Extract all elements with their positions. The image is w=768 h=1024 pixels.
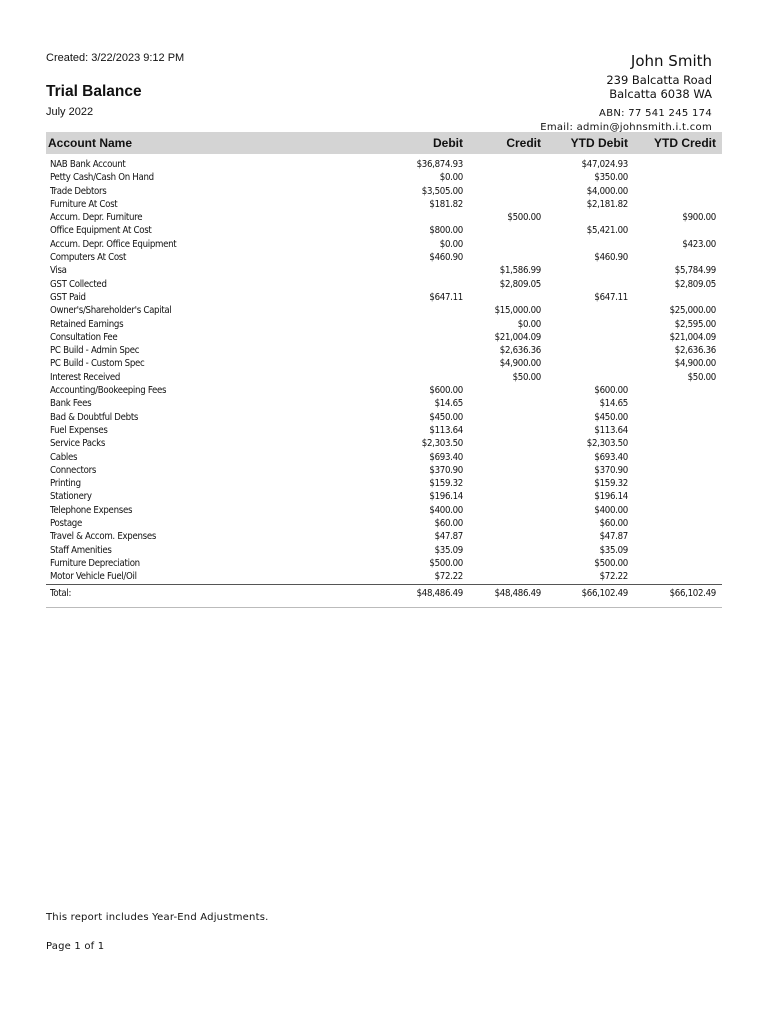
cell-debit	[366, 264, 469, 277]
cell-debit	[366, 357, 469, 370]
company-address-line2: Balcatta 6038 WA	[609, 87, 712, 101]
cell-account-name: Telephone Expenses	[50, 504, 133, 516]
table-row	[46, 371, 722, 384]
cell-ytd-debit: $4,000.00	[586, 185, 628, 197]
cell-credit: $1,586.99	[499, 265, 541, 277]
cell-credit	[469, 451, 547, 464]
cell-account-name: Fuel Expenses	[50, 424, 108, 436]
cell-ytd-credit	[634, 504, 722, 517]
table-row	[46, 291, 722, 304]
cell-debit	[366, 371, 469, 384]
table-row	[46, 318, 722, 331]
cell-account-name: Connectors	[50, 464, 97, 476]
cell-ytd-debit: $14.65	[599, 398, 628, 410]
cell-ytd-credit	[634, 158, 722, 171]
cell-account-name: Furniture Depreciation	[50, 557, 140, 569]
cell-ytd-debit: $159.32	[594, 478, 628, 490]
cell-ytd-credit	[634, 384, 722, 397]
company-email: Email: admin@johnsmith.i.t.com	[540, 122, 712, 133]
cell-ytd-debit	[547, 331, 634, 344]
total-ytd-debit: $66,102.49	[547, 584, 634, 607]
cell-credit	[469, 224, 547, 237]
cell-ytd-credit: $423.00	[682, 238, 716, 250]
table-row	[46, 238, 722, 251]
page-number: Page 1 of 1	[46, 941, 105, 952]
cell-debit	[366, 278, 469, 291]
cell-ytd-debit: $500.00	[594, 557, 628, 569]
cell-account-name: Cables	[50, 451, 78, 463]
table-row	[46, 397, 722, 410]
cell-account-name: Consultation Fee	[50, 331, 118, 343]
cell-ytd-debit	[547, 371, 634, 384]
cell-debit: $196.14	[429, 491, 463, 503]
table-row	[46, 570, 722, 584]
cell-account-name: GST Paid	[50, 291, 86, 303]
cell-ytd-debit	[547, 264, 634, 277]
cell-ytd-debit	[547, 211, 634, 224]
cell-account-name: Office Equipment At Cost	[50, 225, 152, 237]
cell-ytd-credit	[634, 490, 722, 503]
report-title: Trial Balance	[46, 83, 142, 100]
cell-ytd-credit: $2,595.00	[674, 318, 716, 330]
total-ytd-credit: $66,102.49	[634, 584, 722, 607]
total-row	[46, 584, 722, 607]
cell-account-name: Petty Cash/Cash On Hand	[50, 172, 154, 184]
cell-ytd-debit: $196.14	[594, 491, 628, 503]
cell-account-name: Travel & Accom. Expenses	[50, 531, 157, 543]
cell-ytd-debit: $72.22	[599, 571, 628, 583]
cell-debit	[366, 318, 469, 331]
cell-ytd-credit: $2,636.36	[674, 345, 716, 357]
cell-ytd-credit	[634, 411, 722, 424]
cell-ytd-debit: $647.11	[594, 291, 628, 303]
cell-debit	[366, 211, 469, 224]
table-row	[46, 504, 722, 517]
cell-account-name: Accounting/Bookeeping Fees	[50, 385, 167, 397]
cell-credit: $21,004.09	[494, 331, 541, 343]
cell-account-name: Bad & Doubtful Debts	[50, 411, 139, 423]
table-row	[46, 477, 722, 490]
trial-balance-table	[46, 132, 722, 608]
table-row	[46, 557, 722, 570]
column-header-ytd-debit: YTD Debit	[570, 136, 628, 150]
cell-ytd-debit: $460.90	[594, 252, 628, 264]
cell-account-name: Interest Received	[50, 371, 121, 383]
cell-account-name: Staff Amenities	[50, 544, 112, 556]
table-header-row	[46, 132, 722, 154]
cell-ytd-credit: $900.00	[682, 212, 716, 224]
cell-account-name: Service Packs	[50, 438, 106, 450]
cell-ytd-debit	[547, 278, 634, 291]
cell-credit	[469, 530, 547, 543]
cell-credit	[469, 517, 547, 530]
cell-ytd-debit: $35.09	[599, 544, 628, 556]
cell-account-name: Postage	[50, 518, 83, 530]
company-abn: ABN: 77 541 245 174	[599, 108, 712, 119]
total-credit: $48,486.49	[469, 584, 547, 607]
cell-credit: $4,900.00	[499, 358, 541, 370]
table-row	[46, 424, 722, 437]
table-row	[46, 198, 722, 211]
table-row	[46, 530, 722, 543]
cell-ytd-credit: $2,809.05	[674, 278, 716, 290]
cell-account-name: Accum. Depr. Furniture	[50, 212, 143, 224]
cell-credit	[469, 291, 547, 304]
table-row	[46, 464, 722, 477]
cell-ytd-credit	[634, 171, 722, 184]
cell-debit: $181.82	[429, 198, 463, 210]
table-row	[46, 344, 722, 357]
created-timestamp: Created: 3/22/2023 9:12 PM	[46, 52, 185, 64]
cell-ytd-credit	[634, 451, 722, 464]
cell-ytd-credit: $5,784.99	[674, 265, 716, 277]
column-header-credit: Credit	[506, 136, 541, 150]
cell-credit	[469, 185, 547, 198]
cell-ytd-debit: $113.64	[594, 424, 628, 436]
cell-account-name: Printing	[50, 478, 81, 490]
company-address-line1: 239 Balcatta Road	[606, 73, 712, 87]
cell-debit: $159.32	[429, 478, 463, 490]
table-row	[46, 384, 722, 397]
cell-account-name: Retained Earnings	[50, 318, 124, 330]
cell-account-name: PC Build - Custom Spec	[50, 358, 145, 370]
table-row	[46, 224, 722, 237]
report-footnote: This report includes Year-End Adjustments.	[46, 912, 269, 923]
cell-credit: $0.00	[517, 318, 541, 330]
cell-ytd-debit: $693.40	[594, 451, 628, 463]
cell-debit: $370.90	[429, 464, 463, 476]
cell-ytd-debit	[547, 238, 634, 251]
cell-debit: $450.00	[429, 411, 463, 423]
cell-ytd-debit	[547, 344, 634, 357]
cell-account-name: Stationery	[50, 491, 92, 503]
column-header-debit: Debit	[433, 136, 463, 150]
cell-debit: $3,505.00	[421, 185, 463, 197]
cell-ytd-debit	[547, 318, 634, 331]
cell-debit: $647.11	[429, 291, 463, 303]
cell-credit	[469, 158, 547, 171]
table-row	[46, 171, 722, 184]
cell-credit: $15,000.00	[494, 305, 541, 317]
cell-credit	[469, 437, 547, 450]
cell-credit	[469, 171, 547, 184]
cell-debit	[366, 344, 469, 357]
cell-debit: $400.00	[429, 504, 463, 516]
cell-account-name: Accum. Depr. Office Equipment	[50, 238, 177, 250]
cell-account-name: Trade Debtors	[50, 185, 107, 197]
cell-ytd-credit	[634, 437, 722, 450]
cell-credit	[469, 397, 547, 410]
cell-ytd-debit: $2,181.82	[586, 198, 628, 210]
cell-ytd-debit: $47.87	[599, 531, 628, 543]
cell-ytd-credit	[634, 397, 722, 410]
cell-debit	[366, 331, 469, 344]
cell-debit: $600.00	[429, 385, 463, 397]
cell-ytd-debit: $350.00	[594, 172, 628, 184]
cell-debit: $693.40	[429, 451, 463, 463]
cell-ytd-debit	[547, 304, 634, 317]
cell-ytd-credit	[634, 517, 722, 530]
cell-ytd-debit: $47,024.93	[581, 159, 628, 170]
cell-ytd-debit: $5,421.00	[586, 225, 628, 237]
table-row	[46, 158, 722, 171]
cell-ytd-debit: $400.00	[594, 504, 628, 516]
cell-ytd-credit	[634, 198, 722, 211]
cell-debit: $113.64	[429, 424, 463, 436]
cell-credit: $2,636.36	[499, 345, 541, 357]
table-row	[46, 304, 722, 317]
cell-ytd-debit: $60.00	[599, 518, 628, 530]
cell-credit: $500.00	[507, 212, 541, 224]
cell-ytd-credit: $50.00	[687, 371, 716, 383]
cell-credit	[469, 570, 547, 584]
cell-account-name: Furniture At Cost	[50, 198, 118, 210]
table-body	[46, 154, 722, 584]
cell-debit: $72.22	[434, 571, 463, 583]
cell-ytd-credit: $25,000.00	[669, 305, 716, 317]
cell-credit	[469, 238, 547, 251]
cell-ytd-credit	[634, 570, 722, 584]
cell-ytd-credit	[634, 291, 722, 304]
cell-ytd-credit: $4,900.00	[674, 358, 716, 370]
column-header-ytd-credit: YTD Credit	[653, 136, 716, 150]
cell-debit: $500.00	[429, 557, 463, 569]
cell-ytd-credit	[634, 185, 722, 198]
table-row	[46, 251, 722, 264]
cell-credit	[469, 198, 547, 211]
cell-account-name: NAB Bank Account	[50, 159, 126, 170]
table-row	[46, 185, 722, 198]
company-name: John Smith	[630, 52, 712, 70]
table-row	[46, 437, 722, 450]
cell-debit: $0.00	[439, 172, 463, 184]
cell-credit	[469, 477, 547, 490]
cell-credit	[469, 424, 547, 437]
cell-ytd-debit: $2,303.50	[586, 438, 628, 450]
cell-credit	[469, 504, 547, 517]
cell-ytd-credit	[634, 224, 722, 237]
cell-debit: $36,874.93	[416, 159, 463, 170]
company-details	[540, 52, 712, 135]
cell-account-name: Visa	[50, 265, 67, 277]
cell-credit: $2,809.05	[499, 278, 541, 290]
cell-credit	[469, 411, 547, 424]
cell-debit: $0.00	[439, 238, 463, 250]
cell-debit: $800.00	[429, 225, 463, 237]
cell-credit	[469, 251, 547, 264]
cell-debit: $47.87	[434, 531, 463, 543]
cell-account-name: Computers At Cost	[50, 252, 127, 264]
table-row	[46, 544, 722, 557]
table-row	[46, 411, 722, 424]
cell-debit: $35.09	[434, 544, 463, 556]
table-row	[46, 451, 722, 464]
table-row	[46, 357, 722, 370]
cell-account-name: Owner's/Shareholder's Capital	[50, 305, 172, 317]
cell-ytd-debit: $600.00	[594, 385, 628, 397]
cell-ytd-debit	[547, 357, 634, 370]
cell-credit	[469, 490, 547, 503]
cell-ytd-credit	[634, 424, 722, 437]
cell-ytd-credit	[634, 544, 722, 557]
total-debit: $48,486.49	[366, 584, 469, 607]
cell-credit	[469, 557, 547, 570]
cell-ytd-credit	[634, 477, 722, 490]
cell-ytd-credit	[634, 251, 722, 264]
cell-debit: $60.00	[434, 518, 463, 530]
column-header-account-name: Account Name	[48, 136, 133, 150]
table-row	[46, 264, 722, 277]
cell-ytd-credit	[634, 530, 722, 543]
cell-debit	[366, 304, 469, 317]
cell-account-name: Motor Vehicle Fuel/Oil	[50, 571, 137, 583]
cell-debit: $460.90	[429, 252, 463, 264]
cell-credit	[469, 464, 547, 477]
table-row	[46, 517, 722, 530]
table-row	[46, 278, 722, 291]
cell-ytd-credit	[634, 464, 722, 477]
report-period: July 2022	[46, 106, 94, 118]
cell-account-name: GST Collected	[50, 278, 107, 290]
cell-ytd-credit	[634, 557, 722, 570]
cell-credit	[469, 384, 547, 397]
cell-debit: $14.65	[434, 398, 463, 410]
cell-ytd-credit: $21,004.09	[669, 331, 716, 343]
total-label: Total:	[46, 584, 366, 607]
cell-credit: $50.00	[512, 371, 541, 383]
table-row	[46, 331, 722, 344]
table-row	[46, 211, 722, 224]
cell-debit: $2,303.50	[421, 438, 463, 450]
cell-ytd-debit: $450.00	[594, 411, 628, 423]
cell-ytd-debit: $370.90	[594, 464, 628, 476]
cell-account-name: Bank Fees	[50, 398, 92, 410]
table-row	[46, 490, 722, 503]
cell-credit	[469, 544, 547, 557]
cell-account-name: PC Build - Admin Spec	[50, 345, 140, 357]
